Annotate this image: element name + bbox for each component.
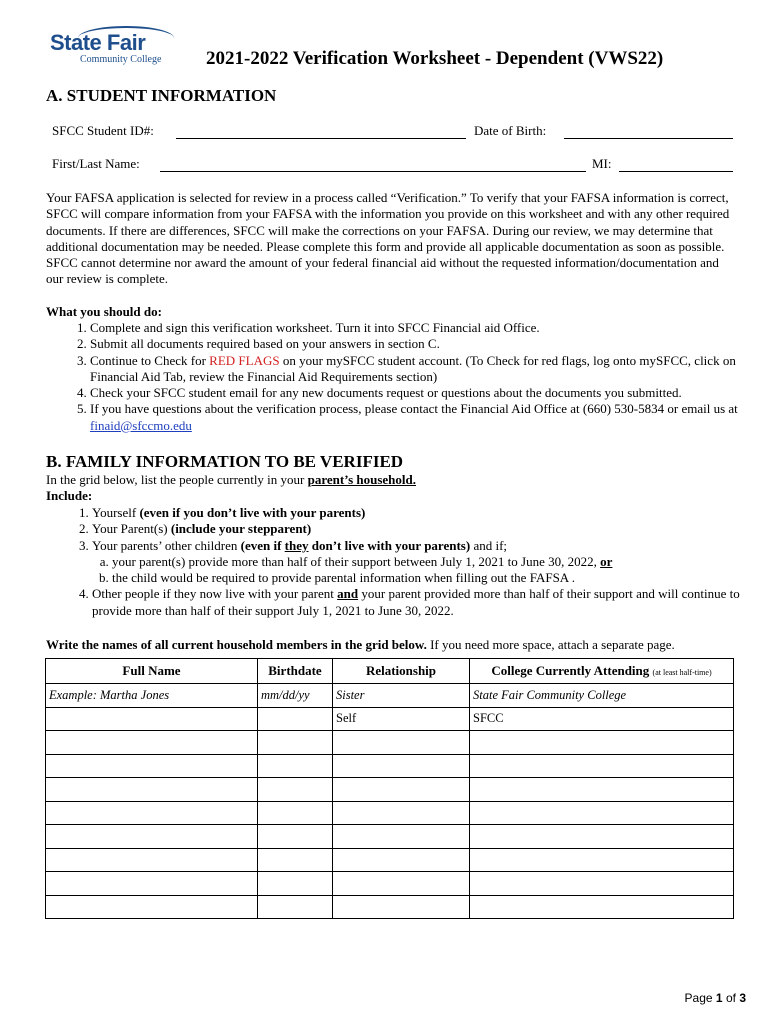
include-item-bold: don’t live with your parents) xyxy=(308,537,471,553)
table-row xyxy=(46,801,734,825)
example-row xyxy=(46,684,734,708)
name-label: First/Last Name: xyxy=(52,156,140,171)
include-item-bold: (include your stepparent) xyxy=(170,521,312,537)
table-row xyxy=(46,778,734,802)
todo-step-text: Check your SFCC student email for any new documents request or questions about the documents you submitted. xyxy=(90,385,682,401)
table-row xyxy=(46,872,734,896)
write-instruction-bold: Write the names of all current household members in the grid below. xyxy=(46,637,427,652)
college-cell[interactable] xyxy=(470,731,734,755)
birthdate-cell[interactable] xyxy=(258,778,333,802)
relationship-cell[interactable] xyxy=(333,825,470,849)
include-item xyxy=(92,586,770,619)
include-list xyxy=(46,505,770,619)
include-item xyxy=(92,538,770,587)
self-name-cell[interactable] xyxy=(46,707,258,731)
todo-step xyxy=(90,320,770,336)
todo-step xyxy=(90,401,770,434)
name-field[interactable] xyxy=(160,171,586,172)
include-item-underline: they xyxy=(284,537,309,553)
include-subitem-text: the child would be required to provide parental information when filling out the FAFSA . xyxy=(112,570,575,586)
col-relationship: Relationship xyxy=(333,659,470,684)
relationship-cell[interactable] xyxy=(333,778,470,802)
dob-field[interactable] xyxy=(564,138,733,139)
table-row xyxy=(46,825,734,849)
grid-intro xyxy=(46,472,416,488)
page-label: Page xyxy=(684,991,713,1005)
relationship-cell[interactable] xyxy=(333,848,470,872)
todo-step-text: on your mySFCC student account. (To Check for red flags, log onto mySFCC, click on Financial Aid Tab, review the Financial Aid Requirements section) xyxy=(90,352,736,384)
relationship-cell[interactable] xyxy=(333,754,470,778)
col-full-name: Full Name xyxy=(46,659,258,684)
todo-step-text: If you have questions about the verification process, please contact the Financial Aid Office at (660) 530-5834 or email us at xyxy=(90,401,738,417)
name-cell[interactable] xyxy=(46,754,258,778)
name-cell[interactable] xyxy=(46,825,258,849)
include-item-text: and if; xyxy=(470,537,508,553)
college-cell[interactable] xyxy=(470,778,734,802)
todo-step-text: Submit all documents required based on your answers in section C. xyxy=(90,336,440,352)
include-label: Include: xyxy=(46,488,93,503)
todo-step-text: Continue to Check for xyxy=(90,352,210,368)
email-link[interactable]: finaid@sfccmo.edu xyxy=(90,417,192,433)
todo-step xyxy=(90,353,770,386)
household-grid xyxy=(45,658,734,919)
todo-step xyxy=(90,336,770,352)
parents-household-text: parent’s household. xyxy=(307,472,416,487)
col-college xyxy=(470,659,734,684)
page-total: 3 xyxy=(739,991,746,1005)
example-birthdate: mm/dd/yy xyxy=(258,684,333,708)
self-birthdate-cell[interactable] xyxy=(258,707,333,731)
college-cell[interactable] xyxy=(470,895,734,919)
name-cell[interactable] xyxy=(46,848,258,872)
mi-label: MI: xyxy=(592,156,612,171)
include-item-bold: (even if you don’t live with your parents) xyxy=(139,505,366,520)
birthdate-cell[interactable] xyxy=(258,872,333,896)
grid-intro-text: In the grid below, list the people currently in your xyxy=(46,472,308,487)
example-relationship: Sister xyxy=(333,684,470,708)
include-item-text: Your parents’ other children xyxy=(92,537,241,553)
dob-label: Date of Birth: xyxy=(474,123,547,138)
write-instruction xyxy=(46,637,675,653)
self-college-cell: SFCC xyxy=(470,707,734,731)
self-row xyxy=(46,707,734,731)
birthdate-cell[interactable] xyxy=(258,801,333,825)
include-item-text: Your Parent(s) xyxy=(92,521,171,537)
page-current: 1 xyxy=(715,991,723,1005)
include-subitem-text: your parent(s) provide more than half of their support between July 1, 2021 to June 30, 2022, xyxy=(112,553,601,569)
intro-paragraph xyxy=(46,190,736,288)
relationship-cell[interactable] xyxy=(333,731,470,755)
birthdate-cell[interactable] xyxy=(258,825,333,849)
student-id-label: SFCC Student ID#: xyxy=(52,123,154,138)
or-text: or xyxy=(600,553,613,569)
document-title: 2021-2022 Verification Worksheet - Dependent (VWS22) xyxy=(206,48,664,69)
grid-header-row xyxy=(46,659,734,684)
include-item-bold: (even if xyxy=(240,537,285,553)
include-sublist xyxy=(92,554,770,587)
name-cell[interactable] xyxy=(46,801,258,825)
write-instruction-text: If you need more space, attach a separate page. xyxy=(426,637,675,652)
section-a-heading: A. STUDENT INFORMATION xyxy=(46,86,277,105)
include-item-text: Yourself xyxy=(92,505,140,520)
logo-subtitle: Community College xyxy=(80,54,162,65)
red-flags-text: RED FLAGS xyxy=(209,352,280,368)
todo-list xyxy=(46,320,770,434)
and-text: and xyxy=(337,586,359,602)
name-cell[interactable] xyxy=(46,895,258,919)
section-b-heading: B. FAMILY INFORMATION TO BE VERIFIED xyxy=(46,452,404,471)
include-item xyxy=(92,521,770,537)
birthdate-cell[interactable] xyxy=(258,754,333,778)
include-item xyxy=(92,505,770,521)
include-subitem xyxy=(112,570,770,586)
name-cell[interactable] xyxy=(46,731,258,755)
col-college-label: College Currently Attending xyxy=(491,663,650,678)
college-cell[interactable] xyxy=(470,801,734,825)
col-college-note: (at least half-time) xyxy=(652,668,712,677)
page-of: of xyxy=(725,991,736,1005)
table-row xyxy=(46,848,734,872)
include-subitem xyxy=(112,554,770,570)
example-name: Example: Martha Jones xyxy=(46,684,258,708)
table-row xyxy=(46,895,734,919)
relationship-cell[interactable] xyxy=(333,801,470,825)
intro-text: Your FAFSA application is selected for review in a process called “Verification.” To verify that your FAFSA information is correct, SFCC will compare information from your FAFSA with the information you provide on this worksheet and with any other required documents. If there are differences, SFCC will make the corrections on your FAFSA. During our review, we may determine that additional documentation may be needed. Please complete this form and provide all applicable documentation as soon as possible. SFCC cannot determine nor award the amount of your federal financial aid without the requested information/documentation and our review is complete. xyxy=(46,190,730,287)
include-item-text: Other people if they now live with your parent xyxy=(92,586,338,602)
page-number xyxy=(685,991,746,1005)
birthdate-cell[interactable] xyxy=(258,848,333,872)
self-relationship-cell: Self xyxy=(333,707,470,731)
college-cell[interactable] xyxy=(470,872,734,896)
student-id-field[interactable] xyxy=(176,138,466,139)
birthdate-cell[interactable] xyxy=(258,731,333,755)
example-college: State Fair Community College xyxy=(470,684,734,708)
todo-step xyxy=(90,385,770,401)
college-logo xyxy=(48,26,188,68)
todo-heading: What you should do: xyxy=(46,304,162,319)
logo-name: State Fair xyxy=(50,30,146,55)
college-cell[interactable] xyxy=(470,825,734,849)
relationship-cell[interactable] xyxy=(333,895,470,919)
name-cell[interactable] xyxy=(46,778,258,802)
col-birthdate: Birthdate xyxy=(258,659,333,684)
name-cell[interactable] xyxy=(46,872,258,896)
college-cell[interactable] xyxy=(470,848,734,872)
table-row xyxy=(46,754,734,778)
todo-step-text: Complete and sign this verification worksheet. Turn it into SFCC Financial aid Office. xyxy=(90,320,540,335)
birthdate-cell[interactable] xyxy=(258,895,333,919)
mi-field[interactable] xyxy=(619,171,733,172)
relationship-cell[interactable] xyxy=(333,872,470,896)
table-row xyxy=(46,731,734,755)
college-cell[interactable] xyxy=(470,754,734,778)
include-item-text: your parent provided more than half of their support and will continue to provide more than half of their support July 1, 2021 to June 30, 2022. xyxy=(92,586,740,618)
